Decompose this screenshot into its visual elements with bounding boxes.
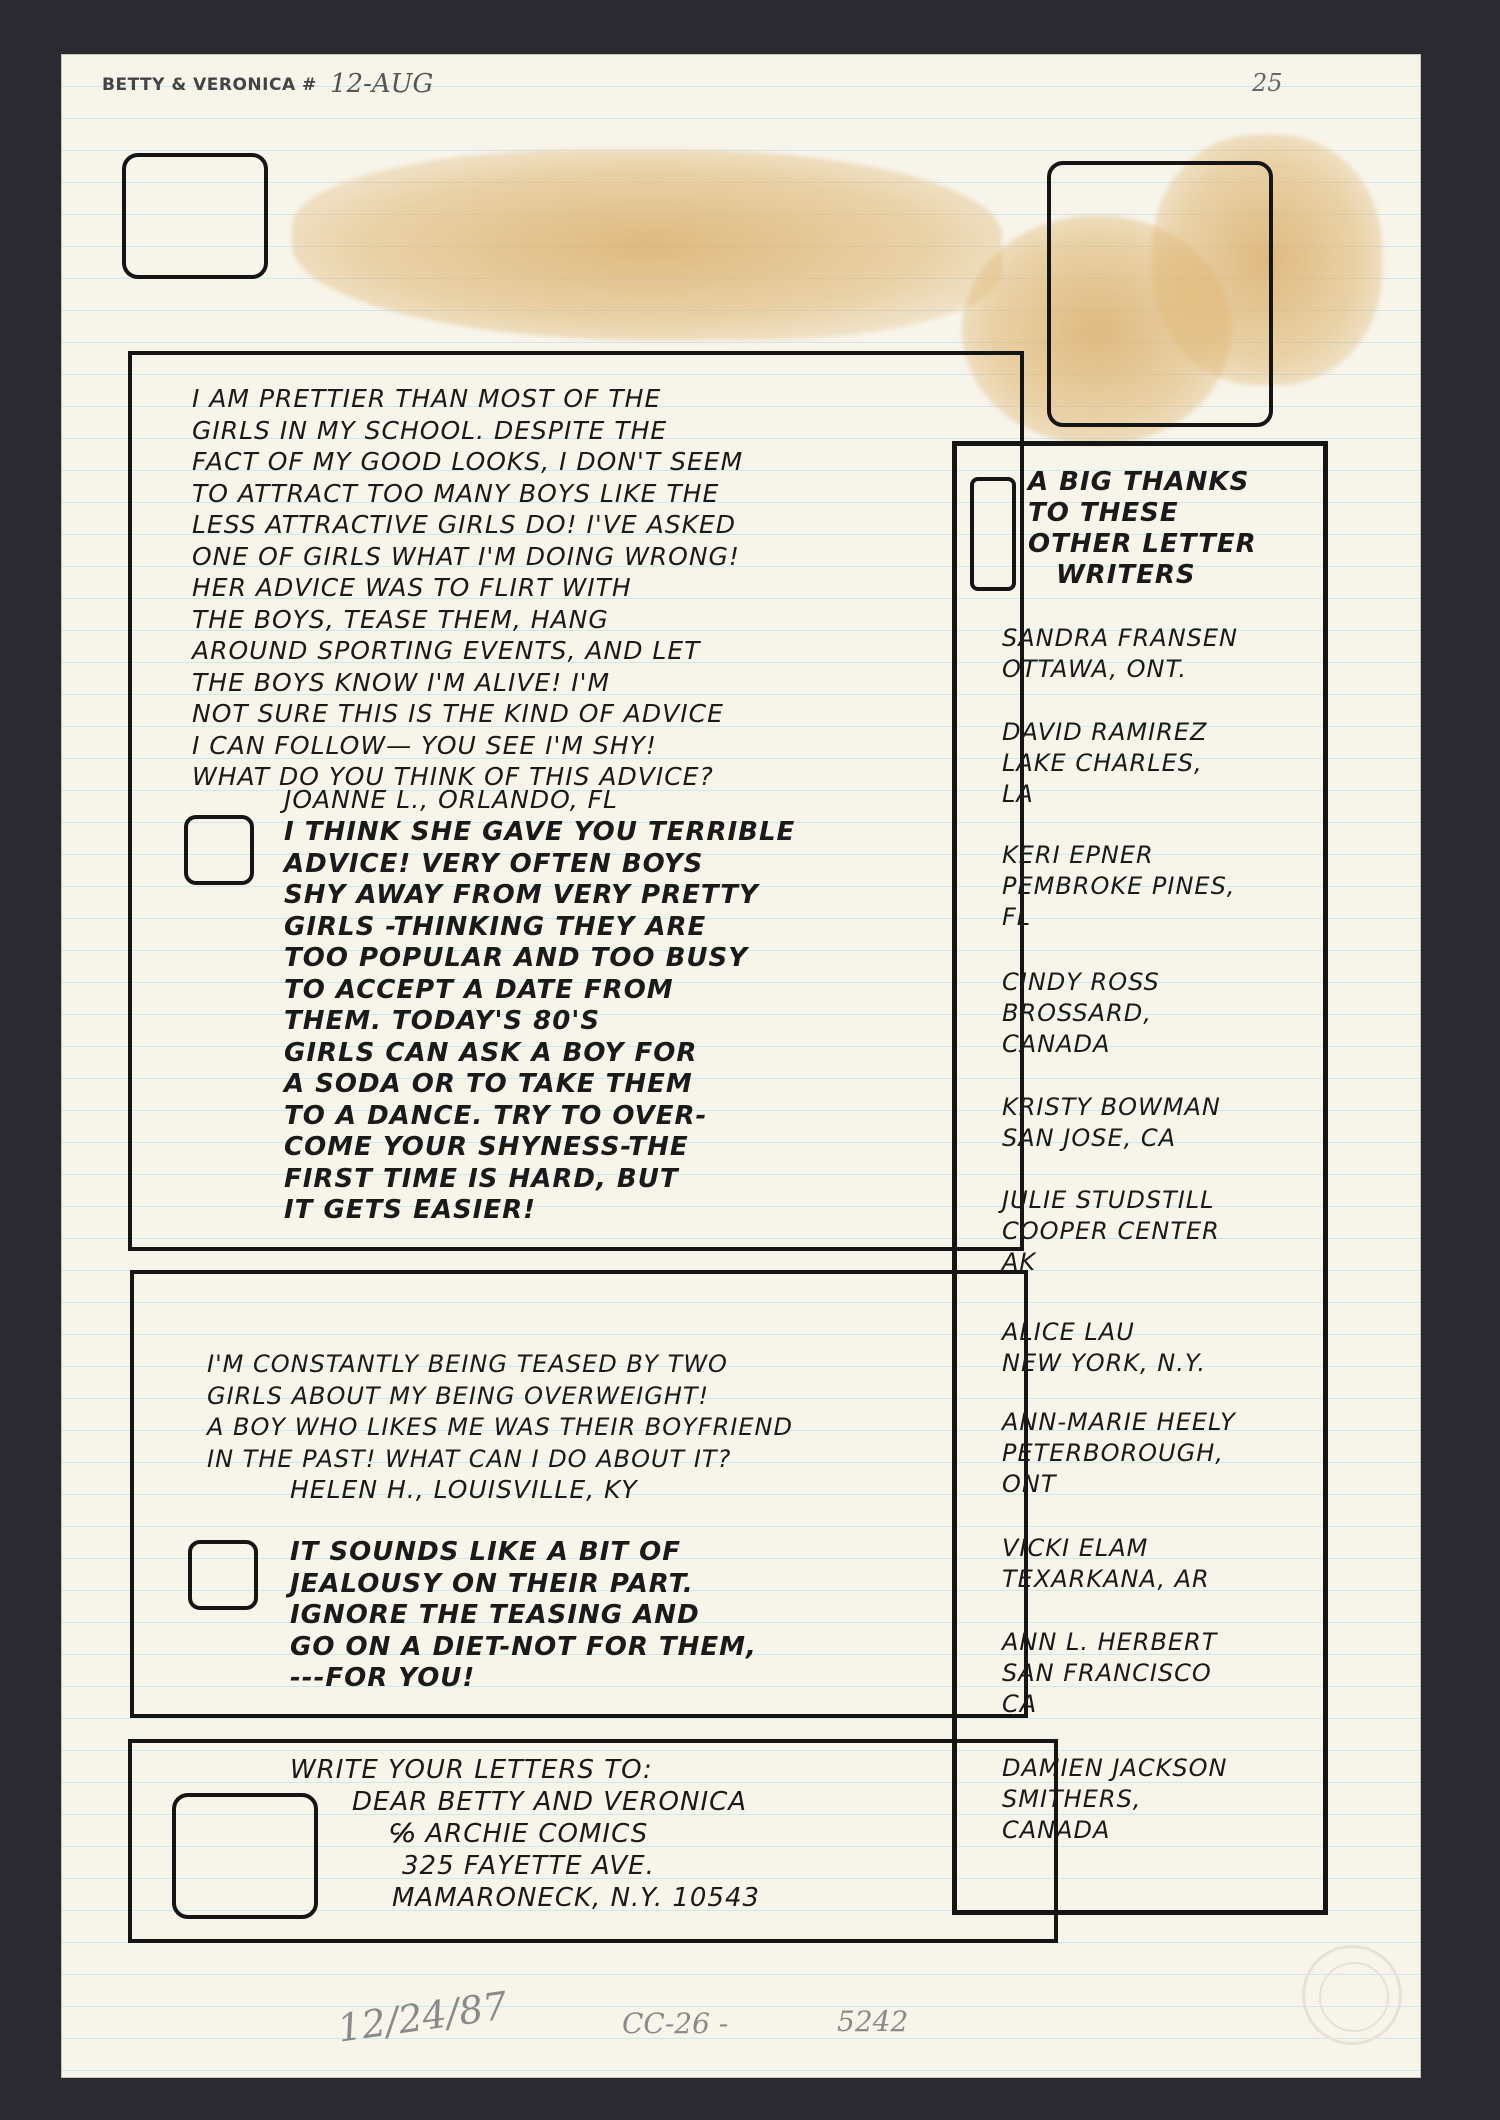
writer-entry bbox=[1002, 1185, 1220, 1278]
writer-name: ALICE LAU bbox=[1002, 1318, 1135, 1346]
reply-line: IT GETS EASIER! bbox=[284, 1195, 536, 1225]
reply-line: SHY AWAY FROM VERY PRETTY bbox=[284, 880, 759, 910]
writer-name: DAMIEN JACKSON bbox=[1002, 1754, 1228, 1782]
address-line: DEAR BETTY AND VERONICA bbox=[352, 1787, 748, 1817]
writer-location: PETERBOROUGH, bbox=[1002, 1439, 1224, 1467]
reply-line: JEALOUSY ON THEIR PART. bbox=[290, 1568, 694, 1599]
letter-line: ONE OF GIRLS WHAT I'M DOING WRONG! bbox=[192, 541, 740, 571]
page-number: 25 bbox=[1252, 69, 1283, 97]
thanks-heading-line: OTHER LETTER bbox=[1028, 529, 1257, 559]
writer-location: SAN JOSE, CA bbox=[1002, 1124, 1177, 1152]
letter-line: HER ADVICE WAS TO FLIRT WITH bbox=[192, 573, 632, 602]
writer-entry bbox=[1002, 623, 1238, 685]
writer-name: SANDRA FRANSEN bbox=[1002, 624, 1239, 652]
letter-line: GIRLS IN MY SCHOOL. DESPITE THE bbox=[192, 415, 668, 445]
issue-handwritten: 12-AUG bbox=[330, 69, 434, 99]
writer-entry bbox=[1002, 717, 1207, 810]
pencil-date: 12/24/87 bbox=[334, 1983, 510, 2051]
writer-location: AK bbox=[1002, 1248, 1037, 1276]
letter-1-signature: JOANNE L., ORLANDO, FL bbox=[284, 785, 618, 814]
writer-location: CANADA bbox=[1002, 1816, 1111, 1844]
reply-line: TO ACCEPT A DATE FROM bbox=[284, 974, 674, 1005]
reply-line: A SODA OR TO TAKE THEM bbox=[284, 1069, 693, 1099]
writer-entry bbox=[1002, 967, 1160, 1060]
writer-location: FL bbox=[1002, 903, 1032, 931]
writer-location: TEXARKANA, AR bbox=[1002, 1565, 1210, 1593]
reply-line: GIRLS CAN ASK A BOY FOR bbox=[284, 1037, 698, 1068]
tape-stain-top bbox=[292, 150, 1002, 340]
thanks-heading-line: A BIG THANKS bbox=[1028, 467, 1250, 497]
reply-balloon-placeholder-2 bbox=[188, 1540, 258, 1610]
letter-line: THE BOYS, TEASE THEM, HANG bbox=[192, 604, 609, 634]
writer-entry bbox=[1002, 1533, 1210, 1595]
balloon-placeholder-thanks bbox=[970, 477, 1016, 591]
letter-line: FACT OF MY GOOD LOOKS, I DON'T SEEM bbox=[192, 447, 744, 476]
writer-location: NEW YORK, N.Y. bbox=[1002, 1349, 1207, 1377]
reply-2-text bbox=[290, 1537, 757, 1695]
writer-entry bbox=[1002, 1753, 1228, 1846]
reply-line: ---FOR YOU! bbox=[290, 1663, 476, 1693]
balloon-placeholder-top-left bbox=[122, 153, 268, 279]
reply-line: COME YOUR SHYNESS-THE bbox=[284, 1132, 689, 1162]
letter-line: LESS ATTRACTIVE GIRLS DO! I'VE ASKED bbox=[192, 510, 737, 539]
reply-line: TO A DANCE. TRY TO OVER- bbox=[284, 1100, 708, 1131]
thanks-heading-line: TO THESE bbox=[1028, 498, 1179, 528]
letter-line: IN THE PAST! WHAT CAN I DO ABOUT IT? bbox=[207, 1444, 732, 1473]
series-title: BETTY & VERONICA # bbox=[102, 75, 317, 95]
letter-line: THE BOYS KNOW I'M ALIVE! I'M bbox=[192, 667, 611, 697]
writer-location: SMITHERS, bbox=[1002, 1785, 1142, 1813]
writer-location: PEMBROKE PINES, bbox=[1002, 872, 1236, 900]
letter-line: A BOY WHO LIKES ME WAS THEIR BOYFRIEND bbox=[207, 1413, 793, 1441]
writer-location: LA bbox=[1002, 780, 1034, 808]
letter-2-signature: HELEN H., LOUISVILLE, KY bbox=[290, 1475, 638, 1504]
reply-line: IGNORE THE TEASING AND bbox=[290, 1600, 700, 1630]
reply-line: GO ON A DIET-NOT FOR THEM, bbox=[290, 1631, 757, 1662]
collector-seal-icon bbox=[1302, 1945, 1402, 2045]
letter-line: WHAT DO YOU THINK OF THIS ADVICE? bbox=[192, 762, 714, 791]
address-line: ℅ ARCHIE COMICS bbox=[390, 1819, 649, 1849]
writer-location: COOPER CENTER bbox=[1002, 1217, 1220, 1245]
reply-line: GIRLS -THINKING THEY ARE bbox=[284, 911, 707, 942]
writer-entry bbox=[1002, 1407, 1236, 1500]
letter-line: I'M CONSTANTLY BEING TEASED BY TWO bbox=[207, 1350, 728, 1378]
writer-entry bbox=[1002, 840, 1235, 933]
reply-line: TOO POPULAR AND TOO BUSY bbox=[284, 943, 749, 973]
writer-entry bbox=[1002, 1092, 1221, 1154]
letter-line: TO ATTRACT TOO MANY BOYS LIKE THE bbox=[192, 478, 720, 508]
writer-entry bbox=[1002, 1317, 1206, 1379]
writer-name: KERI EPNER bbox=[1002, 841, 1154, 869]
writer-name: JULIE STUDSTILL bbox=[1002, 1186, 1215, 1214]
writer-name: VICKI ELAM bbox=[1002, 1534, 1149, 1562]
letter-1-text bbox=[192, 383, 743, 793]
address-intro: WRITE YOUR LETTERS TO: bbox=[290, 1755, 653, 1785]
reply-balloon-placeholder-1 bbox=[184, 815, 254, 885]
writer-location: LAKE CHARLES, bbox=[1002, 749, 1203, 777]
letter-line: I AM PRETTIER THAN MOST OF THE bbox=[192, 384, 662, 413]
writer-location: ONT bbox=[1002, 1470, 1057, 1498]
writer-name: CINDY ROSS bbox=[1002, 968, 1160, 996]
balloon-placeholder-top-right bbox=[1047, 161, 1273, 427]
writer-location: SAN FRANCISCO bbox=[1002, 1659, 1212, 1687]
writer-name: DAVID RAMIREZ bbox=[1002, 718, 1208, 746]
letter-line: NOT SURE THIS IS THE KIND OF ADVICE bbox=[192, 699, 724, 728]
letter-line: GIRLS ABOUT MY BEING OVERWEIGHT! bbox=[207, 1381, 710, 1410]
writer-location: OTTAWA, ONT. bbox=[1002, 655, 1187, 683]
reply-line: ADVICE! VERY OFTEN BOYS bbox=[284, 848, 704, 879]
pencil-code: CC-26 - bbox=[622, 2007, 729, 2040]
writer-location: CANADA bbox=[1002, 1030, 1111, 1058]
pencil-number: 5242 bbox=[837, 2005, 909, 2038]
writer-location: CA bbox=[1002, 1690, 1038, 1718]
reply-line: THEM. TODAY'S 80'S bbox=[284, 1006, 601, 1036]
letter-line: AROUND SPORTING EVENTS, AND LET bbox=[192, 636, 701, 665]
writer-name: ANN-MARIE HEELY bbox=[1002, 1408, 1236, 1436]
reply-line: IT SOUNDS LIKE A BIT OF bbox=[290, 1537, 682, 1567]
letter-2-text bbox=[207, 1349, 793, 1475]
comic-page bbox=[62, 55, 1420, 2077]
reply-line: I THINK SHE GAVE YOU TERRIBLE bbox=[284, 817, 796, 847]
thanks-heading bbox=[1028, 467, 1257, 591]
writer-location: BROSSARD, bbox=[1002, 999, 1152, 1027]
reply-line: FIRST TIME IS HARD, BUT bbox=[284, 1163, 679, 1194]
reply-1-text bbox=[284, 817, 795, 1227]
balloon-placeholder-address bbox=[172, 1793, 318, 1919]
writer-name: ANN L. HERBERT bbox=[1002, 1628, 1218, 1656]
address-line: 325 FAYETTE AVE. bbox=[402, 1851, 655, 1881]
writer-entry bbox=[1002, 1627, 1217, 1720]
address-line: MAMARONECK, N.Y. 10543 bbox=[392, 1883, 761, 1913]
letter-line: I CAN FOLLOW— YOU SEE I'M SHY! bbox=[192, 730, 657, 760]
thanks-heading-line: WRITERS bbox=[1056, 560, 1196, 590]
writer-name: KRISTY BOWMAN bbox=[1002, 1093, 1221, 1121]
